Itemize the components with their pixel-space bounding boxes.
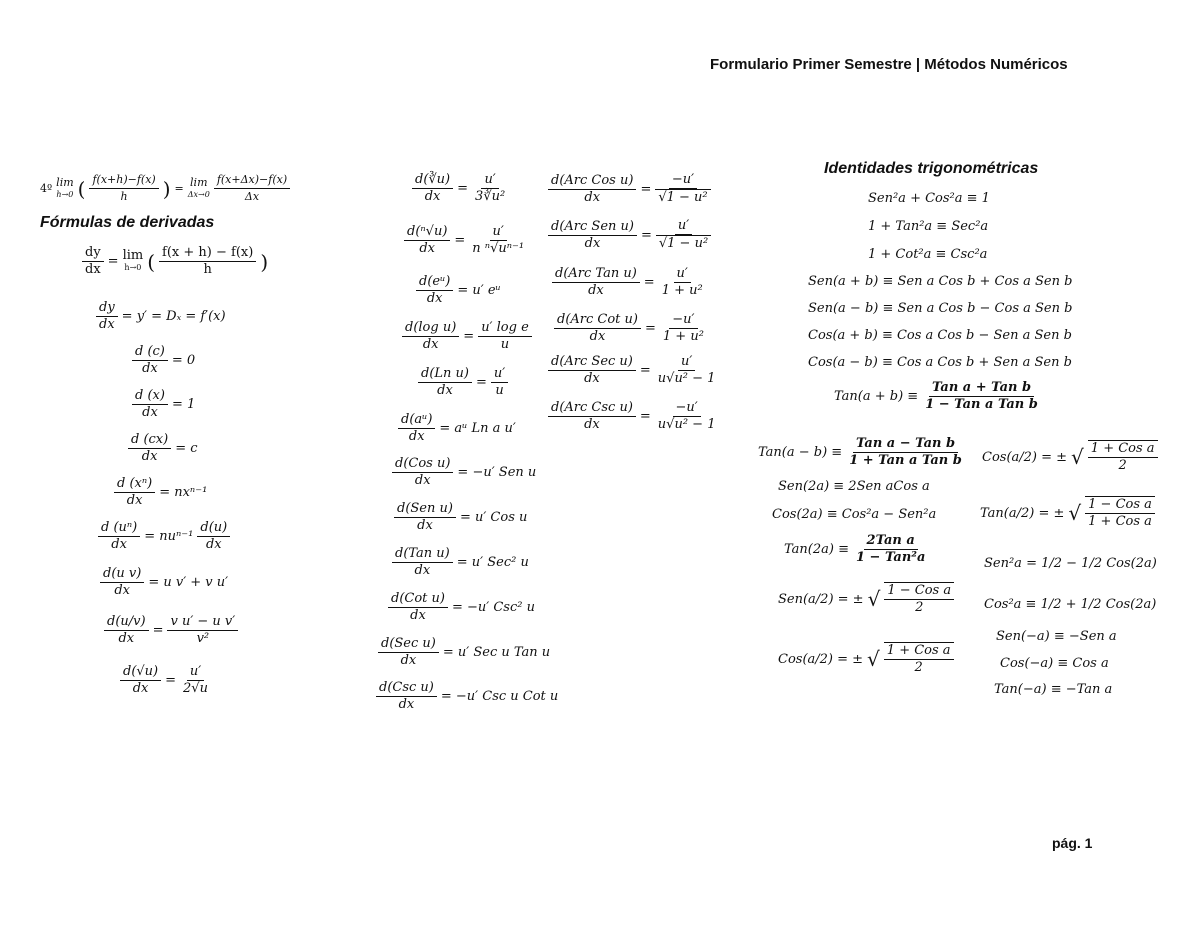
identity-tan-sum: Tan(a + b) ≡ Tan a + Tan b 1 − Tan a Tan b [834,380,1038,412]
formula-product: $\frac{\text{d(u v)}}{dx}$ = u v′ + v u′ [100,566,228,599]
identity-cos-squared: Cos²a ≡ 1/2 + 1/2 Cos(2a) [984,597,1157,612]
section-heading-derivadas: Fórmulas de derivadas [40,214,215,231]
limit-definition: 4º lim h→0 ( f(x+h)−f(x) h ) = lim Δx→0 f(x+Δx)−f(x) Δx [40,172,290,205]
derivative-notation: $\frac{dy}{dx}$ = y′ = Dₓ = f′(x) [96,300,226,333]
fraction: f(x+h)−f(x) h [89,172,158,205]
identity-tan-half: Tan(a/2) = ± √ 1 − Cos a 1 + Cos a [980,496,1155,530]
identity-cos-half: Cos(a/2) = ± √ 1 + Cos a 2 [778,642,954,676]
derivative-definition: $\frac{dy}{dx}$ = lim h→0 ( f(x + h) − f(x) h ) [82,245,268,278]
formula-quotient: $\frac{d(u/v)}{dx}$ = $\frac{\text{v u′ − u v′}}{\text{v²}}$ [104,614,238,647]
page-number: pág. 1 [1052,835,1093,851]
formula-power: $\frac{\text{d (xⁿ)}}{dx}$ = nxⁿ⁻¹ [114,476,207,509]
identity-tan-negative: Tan(−a) ≡ −Tan a [994,682,1113,697]
identity-sen-diff: Sen(a − b) ≡ Sen a Cos b − Cos a Sen b [808,301,1073,316]
formula-sec: d(Sec u) dx = u′ Sec u Tan u [378,636,550,669]
formula-cx: $\frac{d (cx)}{dx}$ = c [128,432,198,465]
formula-arcsec: d(Arc Sec u) dx = $\frac{u'}{\text{u√u² − 1}}$ [548,354,718,387]
section-heading-trig: Identidades trigonométricas [824,160,1039,177]
formula-log: $\frac{\text{d(log u)}}{dx}$ = $\frac{\text{u′ log e}}{u}$ [402,320,532,353]
identity-sen-squared: Sen²a = 1/2 − 1/2 Cos(2a) [984,556,1157,571]
formula-arcsen: d(Arc Sen u) dx = $\frac{u'}{\text{√1 − u²}}$ [548,218,711,252]
formula-sqrt: $\frac{d(√u)}{dx}$ = $\frac{u'}{2√u}$ [120,664,211,697]
formula-cos: d(Cos u) dx = −u′ Sen u [392,456,536,489]
identity-sen-negative: Sen(−a) ≡ −Sen a [996,629,1117,644]
identity-tan-double: Tan(2a) ≡ 2Tan a 1 − Tan²a [784,533,926,565]
formula-exponential: $\frac{\text{d(eᵘ)}}{dx}$ = u′ eᵘ [416,274,501,307]
identity-tan-sec: 1 + Tan²a ≡ Sec²a [868,219,989,234]
lim-operator: lim h→0 [56,175,74,199]
identity-sen-sum: Sen(a + b) ≡ Sen a Cos b + Cos a Sen b [808,274,1073,289]
formula-arctan: d(Arc Tan u) dx = $\frac{u'}{\text{1 + u²}}$ [552,266,706,299]
formula-tan: d(Tan u) dx = u′ Sec² u [392,546,529,579]
formula-cot: d(Cot u) dx = −u′ Csc² u [388,591,535,624]
formula-a-power-u: $\frac{\text{d(aᵘ)}}{dx}$ = aᵘ Ln a u′ [398,412,516,445]
numbering: 4º [40,182,53,195]
identity-pythagorean: Sen²a + Cos²a ≡ 1 [868,191,990,206]
formula-arccos: d(Arc Cos u) dx = $\frac{-u'}{\text{√1 − u²}}$ [548,172,711,206]
formula-sen: d(Sen u) dx = u′ Cos u [394,501,527,534]
identity-tan-diff: Tan(a − b) ≡ Tan a − Tan b 1 + Tan a Tan b [758,436,962,468]
page-header-title: Formulario Primer Semestre | Métodos Numéricos [710,56,1068,73]
formula-nth-root: $\frac{\text{d(ⁿ√u)}}{dx}$ = $\frac{u'}{\text{n ⁿ√uⁿ⁻¹}}$ [404,224,527,257]
identity-cos-diff: Cos(a − b) ≡ Cos a Cos b + Sen a Sen b [808,355,1072,370]
identity-cot-csc: 1 + Cot²a ≡ Csc²a [868,247,988,262]
identity-sen-double: Sen(2a) ≡ 2Sen aCos a [778,479,930,494]
formula-arccot: d(Arc Cot u) dx = $\frac{-u'}{\text{1 + u²}}$ [554,312,707,345]
lim-operator: lim Δx→0 [187,175,210,199]
identity-cos-sum: Cos(a + b) ≡ Cos a Cos b − Sen a Sen b [808,328,1072,343]
formula-cube-root: $\frac{d(∛u)}{dx}$ = $\frac{u'}{\text{3∛u²}}$ [412,172,508,205]
identity-cos-half-right: Cos(a/2) = ± √ 1 + Cos a 2 [982,440,1158,474]
formula-ln: $\frac{\text{d(Ln u)}}{dx}$ = $\frac{u'}{u}$ [418,366,508,399]
formula-chain-power: $\frac{\text{d (uⁿ)}}{dx}$ = nuⁿ⁻¹ d(u) dx [98,520,230,553]
formula-csc: d(Csc u) dx = −u′ Csc u Cot u [376,680,558,713]
identity-cos-double: Cos(2a) ≡ Cos²a − Sen²a [772,507,937,522]
fraction: f(x+Δx)−f(x) Δx [214,172,290,205]
formula-identity: $\frac{d (x)}{dx}$ = 1 [132,388,195,421]
identity-cos-negative: Cos(−a) ≡ Cos a [1000,656,1109,671]
formula-arccsc: d(Arc Csc u) dx = $\frac{-u'}{\text{u√u² − 1}}$ [548,400,718,433]
formula-constant: $\frac{d (c)}{dx}$ = 0 [132,344,195,377]
identity-sen-half: Sen(a/2) = ± √ 1 − Cos a 2 [778,582,954,616]
